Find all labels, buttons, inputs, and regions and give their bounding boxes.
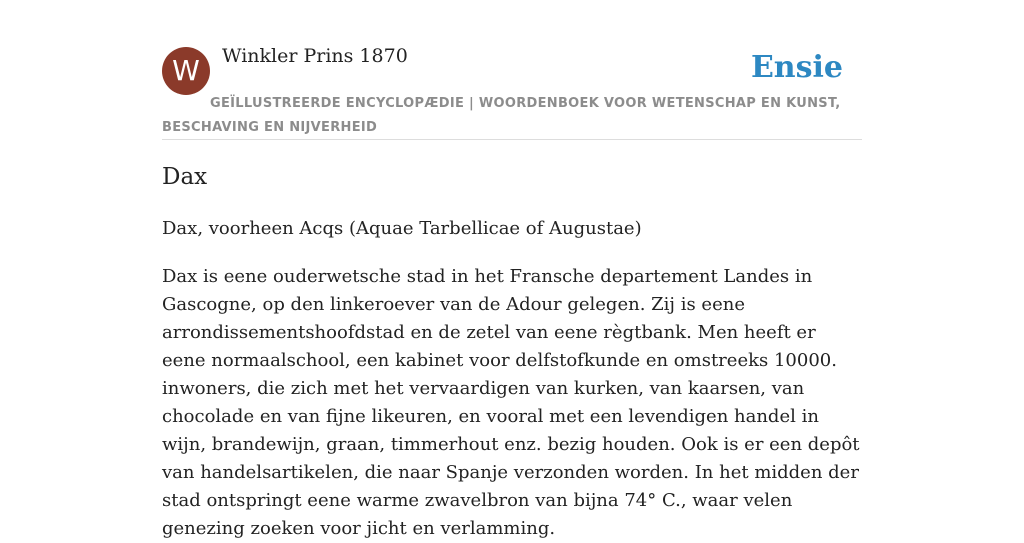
source-subtitle: GEÏLLUSTREERDE ENCYCLOPÆDIE | WOORDENBOEK VOOR WETENSCHAP EN KUNST, BESCHAVING EN NIJVERHEID (162, 96, 841, 135)
source-title-link[interactable]: Winkler Prins 1870 (222, 45, 408, 67)
entry-heading: Dax, voorheen Acqs (Aquae Tarbellicae of Augustae) (162, 218, 642, 239)
header-divider (162, 139, 862, 140)
entry-body: Dax is eene ouderwetsche stad in het Fransche departement Landes in Gascogne, op den linkeroever van de Adour gelegen. Zij is eene arrondissementshoofdstad en de zetel van eene règtbank. Men heeft er eene normaalschool, een kabinet voor delfstofkunde en omstreeks 10000. inwoners, die zich met het vervaardigen van kurken, van kaarsen, van chocolade en van fijne likeuren, en vooral met een levendigen handel in wijn, brandewijn, graan, timmerhout enz. bezig houden. Ook is er een depôt van handelsartikelen, die naar Spanje verzonden worden. In het midden der stad ontspringt eene warme zwavelbron van bijna 74° C., waar velen genezing zoeken voor jicht en verlamming. (162, 266, 860, 539)
ensie-logo[interactable]: Ensie (750, 50, 843, 85)
entry-title: Dax (162, 164, 208, 190)
source-avatar[interactable]: W (162, 47, 210, 95)
